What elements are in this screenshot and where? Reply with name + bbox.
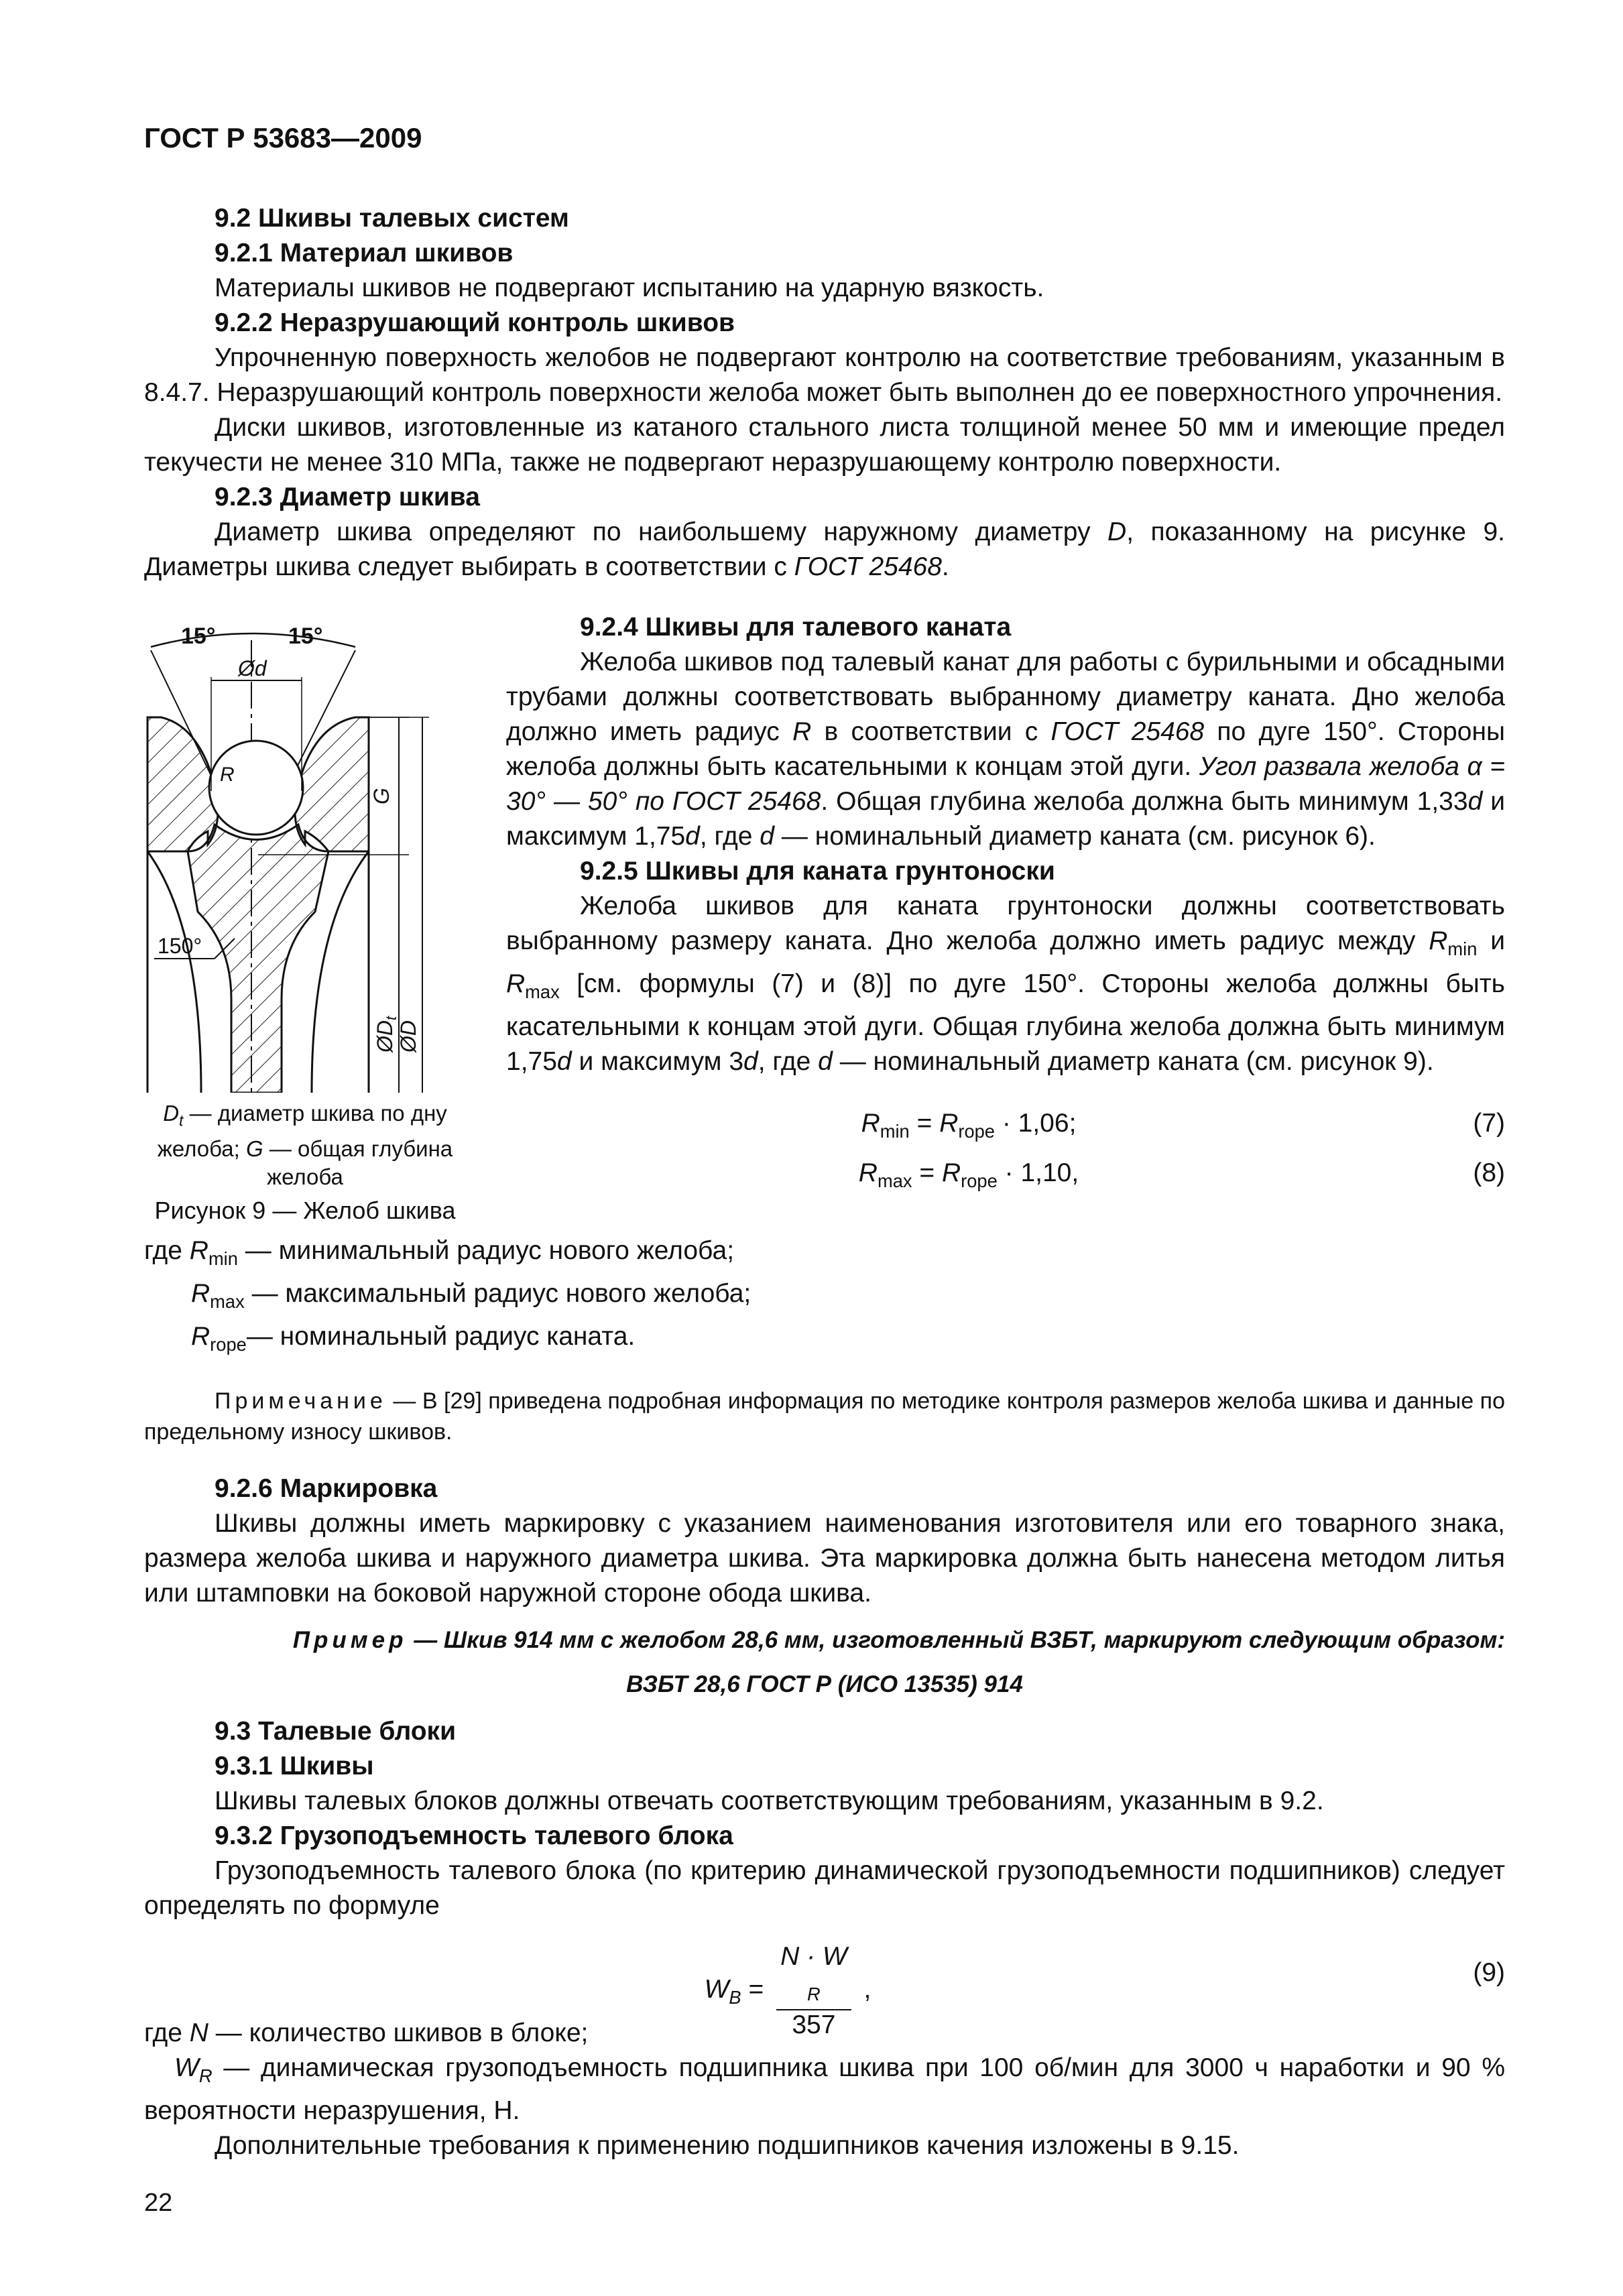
formula-7: $R_{min} = R_{rope} \cdot 1,06$; (7) bbox=[861, 1108, 1505, 1142]
where-list-7-8 bbox=[144, 1233, 1505, 2163]
para-9-2-2-a: Упрочненную поверхность желобов не подвергают контролю на соответствие требованиям, указанным в 8.4.7. Неразрушающий контроль поверхности желоба может быть выполнен до ее поверхностного упрочнения. bbox=[144, 343, 1505, 407]
para-9-2-6: Шкивы должны иметь маркировку с указанием наименования изготовителя или его товарного знака, размера желоба шкива и наружного диаметра шкива. Эта маркировка должна быть нанесена методом литья или штамповки на боковой наружной стороне обода шкива. bbox=[144, 1509, 1505, 1608]
where-item: где N — количество шкивов в блоке; bbox=[144, 2018, 589, 2048]
heading-9-3-1: 9.3.1 Шкивы bbox=[215, 1752, 374, 1781]
heading-9-2-1: 9.2.1 Материал шкивов bbox=[215, 239, 514, 267]
note: Примечание — В [29] приведена подробная информация по методике контроля размеров желоба шкива и данные по предельному износу шкивов. bbox=[144, 1388, 1505, 1445]
angle-150-label: 150° bbox=[158, 934, 202, 958]
diameter-d-label: Ød bbox=[238, 656, 267, 680]
para-9-2-4: Желоба шкивов под талевый канат для работы с бурильными и обсадными трубами должны соответствовать выбранному диаметру каната. Дно желоба должно иметь радиус R в соответствии с ГОСТ 25468 по дуге 150°. Стороны желоба должны быть касательными к концам этой дуги. Угол развала желоба α = 30° — 50° по ГОСТ 25468. Общая глубина желоба должна быть минимум 1,33d и максимум 1,75d, где d — номинальный диаметр каната (см. рисунок 6). bbox=[506, 648, 1506, 851]
diameter-D-label: ØD bbox=[396, 1020, 420, 1052]
para-9-2-1: Материалы шкивов не подвергают испытанию на ударную вязкость. bbox=[215, 274, 1044, 302]
document-header: ГОСТ Р 53683—2009 bbox=[144, 122, 422, 154]
heading-9-2-3: 9.2.3 Диаметр шкива bbox=[215, 483, 480, 511]
formula-8: $R_{max} = R_{rope} \cdot 1,10$, (8) bbox=[858, 1158, 1505, 1191]
heading-9-3-2: 9.3.2 Грузоподъемность талевого блока bbox=[215, 1821, 733, 1851]
where-item: $R_{max}$ — максимальный радиус нового желоба; bbox=[191, 1278, 752, 1312]
figure-9-sheave-groove bbox=[141, 623, 476, 1093]
para-9-2-5: Желоба шкивов для каната грунтоноски должны соответствовать выбранному размеру каната. Дно желоба должно иметь радиус между $R_{min}$ и $R_{max}$ [см. формулы (7) и (8)] по дуге 150°. Стороны желоба должны быть касательными к концам этой дуги. Общая глубина желоба должна быть минимум 1,75d и максимум 3d, где d — номинальный диаметр каната (см. рисунок 9). bbox=[506, 892, 1505, 1076]
para-9-3-1: Шкивы талевых блоков должны отвечать соответствующим требованиям, указанным в 9.2. bbox=[215, 1787, 1324, 1816]
example: Пример — Шкив 914 мм с желобом 28,6 мм, изготовленный ВЗБТ, маркируют следующим образом: bbox=[292, 1627, 1505, 1654]
section-9-2-4-9-2-5 bbox=[506, 610, 1505, 1191]
heading-9-2-4: 9.2.4 Шкивы для талевого каната bbox=[580, 613, 1012, 642]
heading-9-2-2: 9.2.2 Неразрушающий контроль шкивов bbox=[215, 308, 735, 337]
where-item: $W_R$ — динамическая грузоподъемность подшипника шкива при 100 об/мин для 3000 ч наработки и 90 % вероятности неразрушения, Н. bbox=[144, 2053, 1505, 2126]
formula-9: $W_B$ = N · W $_R$ 357 , (9) bbox=[704, 1942, 1505, 2040]
section-9-2 bbox=[144, 201, 1505, 585]
para-9-3-2-final: Дополнительные требования к применению подшипников качения изложены в 9.15. bbox=[215, 2131, 1240, 2161]
figure-caption: Рисунок 9 — Желоб шкива bbox=[154, 1197, 456, 1224]
page-number: 22 bbox=[144, 2189, 173, 2217]
groove-drawing bbox=[141, 623, 476, 1093]
heading-9-2-5: 9.2.5 Шкивы для каната грунтоноски bbox=[580, 857, 1055, 886]
para-9-3-2: Грузоподъемность талевого блока (по критерию динамической грузоподъемности подшипников) следует определять по формуле bbox=[144, 1856, 1505, 1921]
para-9-2-2-b: Диски шкивов, изготовленные из катаного стального листа толщиной менее 50 мм и имеющие предел текучести не менее 310 МПа, также не подвергают неразрушающему контролю поверхности. bbox=[144, 413, 1505, 477]
angle-right-label: 15° bbox=[288, 623, 323, 649]
para-9-2-3: Диаметр шкива определяют по наибольшему наружному диаметру D, показанному на рисунке 9. Диаметры шкива следует выбирать в соответствии с ГОСТ 25468. bbox=[144, 518, 1505, 581]
heading-9-2-6: 9.2.6 Маркировка bbox=[215, 1474, 438, 1504]
figure-legend: $D_t$ — диаметр шкива по дну желоба; G — общая глубина желоба bbox=[157, 1101, 453, 1189]
heading-9-2: 9.2 Шкивы талевых систем bbox=[215, 204, 569, 233]
depth-g-label: G bbox=[369, 788, 394, 804]
where-item: $R_{rope}—$ номинальный радиус каната. bbox=[191, 1321, 636, 1355]
where-item: где $R_{min}$ — минимальный радиус нового желоба; bbox=[144, 1236, 735, 1269]
angle-left-label: 15° bbox=[181, 623, 216, 649]
radius-r-label: R bbox=[220, 764, 235, 786]
heading-9-3: 9.3 Талевые блоки bbox=[215, 1717, 457, 1746]
diameter-dt-label: ØDt bbox=[373, 1016, 400, 1052]
example-marking: ВЗБТ 28,6 ГОСТ Р (ИСО 13535) 914 bbox=[626, 1671, 1023, 1698]
rope-circle bbox=[209, 741, 303, 835]
